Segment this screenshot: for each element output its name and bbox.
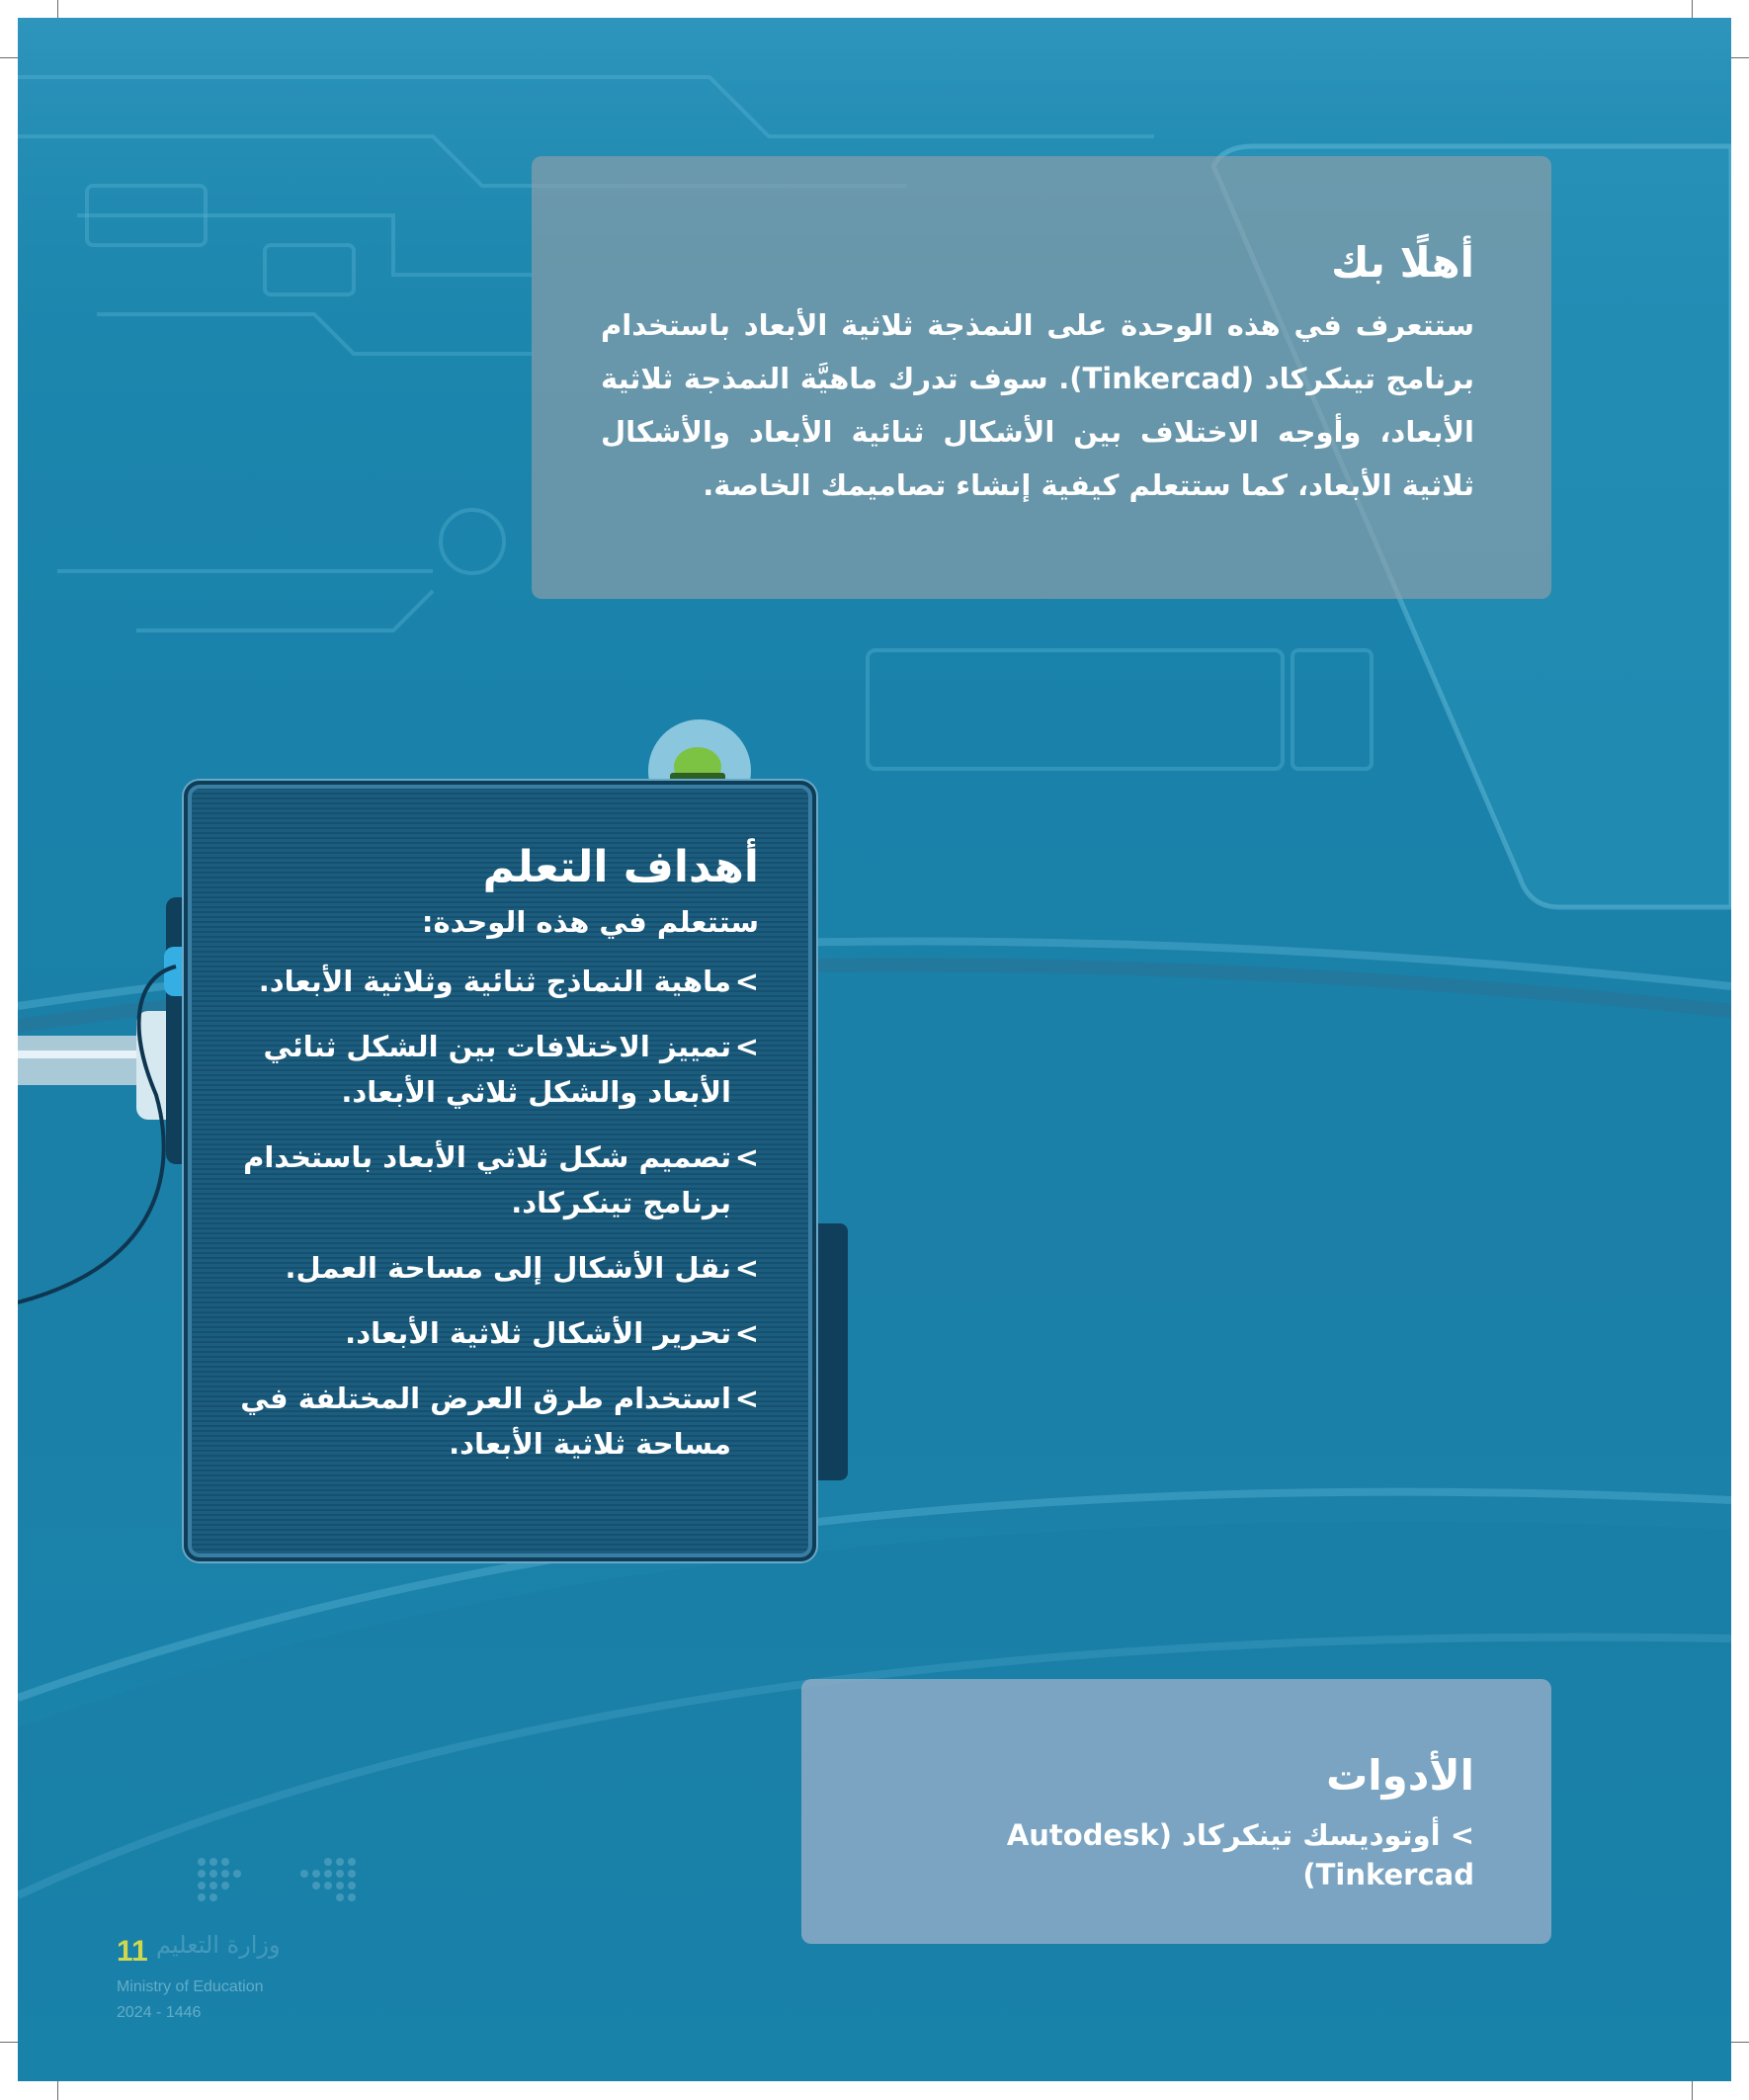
bullet-marker: > bbox=[734, 965, 759, 998]
objectives-list bbox=[237, 959, 759, 1467]
bullet-marker: > bbox=[734, 1316, 759, 1350]
welcome-title: أهلًا بك bbox=[1331, 238, 1474, 287]
tools-title: الأدوات bbox=[1326, 1751, 1474, 1800]
bullet-marker: > bbox=[734, 1251, 759, 1285]
list-item bbox=[237, 959, 759, 1004]
objective-text: ماهية النماذج ثنائية وثلاثية الأبعاد. bbox=[258, 965, 731, 998]
list-item bbox=[237, 1134, 759, 1225]
page-background bbox=[18, 18, 1731, 2081]
ministry-name-arabic: وزارة التعليم bbox=[156, 1931, 281, 1959]
bullet-marker: > bbox=[734, 1382, 759, 1415]
objectives-title: أهداف التعلم bbox=[482, 842, 759, 892]
objective-text: تصميم شكل ثلاثي الأبعاد باستخدام برنامج تينكركاد. bbox=[243, 1140, 731, 1219]
list-item bbox=[237, 1024, 759, 1115]
tool-item bbox=[841, 1815, 1474, 1894]
welcome-card bbox=[532, 156, 1551, 599]
page-number: 11 bbox=[117, 1935, 148, 1968]
objective-text: نقل الأشكال إلى مساحة العمل. bbox=[285, 1251, 731, 1285]
list-item bbox=[237, 1245, 759, 1291]
tools-card bbox=[801, 1679, 1551, 1944]
objective-text: استخدام طرق العرض المختلفة في مساحة ثلاثية الأبعاد. bbox=[240, 1382, 731, 1461]
bullet-marker: > bbox=[734, 1030, 759, 1063]
edition-year: 2024 - 1446 bbox=[117, 2004, 202, 2021]
objective-text: تحرير الأشكال ثلاثية الأبعاد. bbox=[345, 1316, 731, 1350]
page-footer bbox=[117, 1856, 374, 2044]
learning-objectives-panel bbox=[184, 781, 816, 1561]
tool-name: أوتوديسك تينكركاد (Autodesk Tinkercad) bbox=[1006, 1818, 1474, 1891]
ministry-logo-icon bbox=[196, 1856, 364, 1905]
objective-text: تمييز الاختلافات بين الشكل ثنائي الأبعاد والشكل ثلاثي الأبعاد. bbox=[263, 1030, 731, 1109]
ministry-name-english: Ministry of Education bbox=[117, 1978, 264, 1995]
list-item bbox=[237, 1310, 759, 1356]
bullet-marker: > bbox=[734, 1140, 759, 1174]
objectives-intro: ستتعلم في هذه الوحدة: bbox=[421, 905, 759, 939]
list-item bbox=[237, 1376, 759, 1467]
welcome-body: ستتعرف في هذه الوحدة على النمذجة ثلاثية الأبعاد باستخدام برنامج تينكركاد (Tinkercad). سوف تدرك ماهيَّة النمذجة ثلاثية الأبعاد، وأوجه الاختلاف بين الأشكال ثنائية الأبعاد والأشكال ثلاثية الأبعاد، كما ستتعلم كيفية إنشاء تصاميمك الخاصة. bbox=[601, 308, 1474, 502]
bullet-marker: > bbox=[1450, 1818, 1474, 1852]
